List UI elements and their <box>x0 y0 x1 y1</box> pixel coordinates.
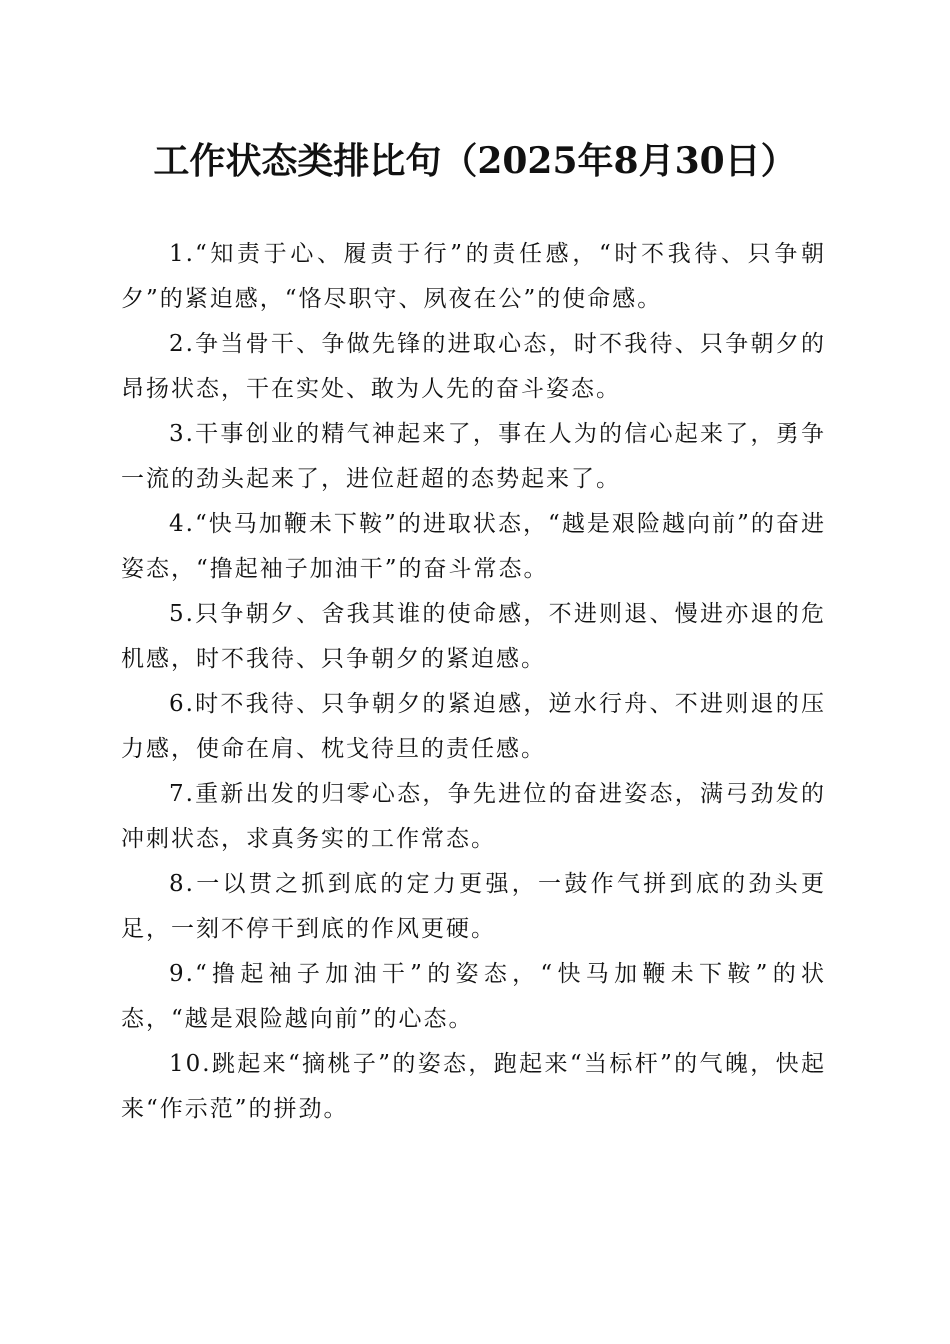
paragraph-10: 10.跳起来“摘桃子”的姿态，跑起来“当标杆”的气魄，快起来“作示范”的拼劲。 <box>121 1051 826 1122</box>
document-title: 工作状态类排比句（2025年8月30日） <box>153 140 797 182</box>
paragraph-1: 1.“知责于心、履责于行”的责任感，“时不我待、只争朝夕”的紧迫感，“恪尽职守、夙夜在公”的使命感。 <box>121 241 826 312</box>
paragraph-7: 7.重新出发的归零心态，争先进位的奋进姿态，满弓劲发的冲刺状态，求真务实的工作常态。 <box>121 781 826 852</box>
paragraph-8: 8.一以贯之抓到底的定力更强，一鼓作气拼到底的劲头更足，一刻不停干到底的作风更硬。 <box>121 871 826 942</box>
paragraph-2: 2.争当骨干、争做先锋的进取心态，时不我待、只争朝夕的昂扬状态，干在实处、敢为人先的奋斗姿态。 <box>121 331 826 402</box>
paragraph-5: 5.只争朝夕、舍我其谁的使命感，不进则退、慢进亦退的危机感，时不我待、只争朝夕的紧迫感。 <box>121 601 826 672</box>
paragraph-3: 3.干事创业的精气神起来了，事在人为的信心起来了，勇争一流的劲头起来了，进位赶超的态势起来了。 <box>121 421 826 492</box>
document-body <box>121 232 826 1132</box>
paragraph-4: 4.“快马加鞭未下鞍”的进取状态，“越是艰险越向前”的奋进姿态，“撸起袖子加油干”的奋斗常态。 <box>121 511 826 582</box>
paragraph-6: 6.时不我待、只争朝夕的紧迫感，逆水行舟、不进则退的压力感，使命在肩、枕戈待旦的责任感。 <box>121 691 826 762</box>
paragraph-9: 9.“撸起袖子加油干”的姿态，“快马加鞭未下鞍”的状态，“越是艰险越向前”的心态。 <box>121 961 826 1032</box>
